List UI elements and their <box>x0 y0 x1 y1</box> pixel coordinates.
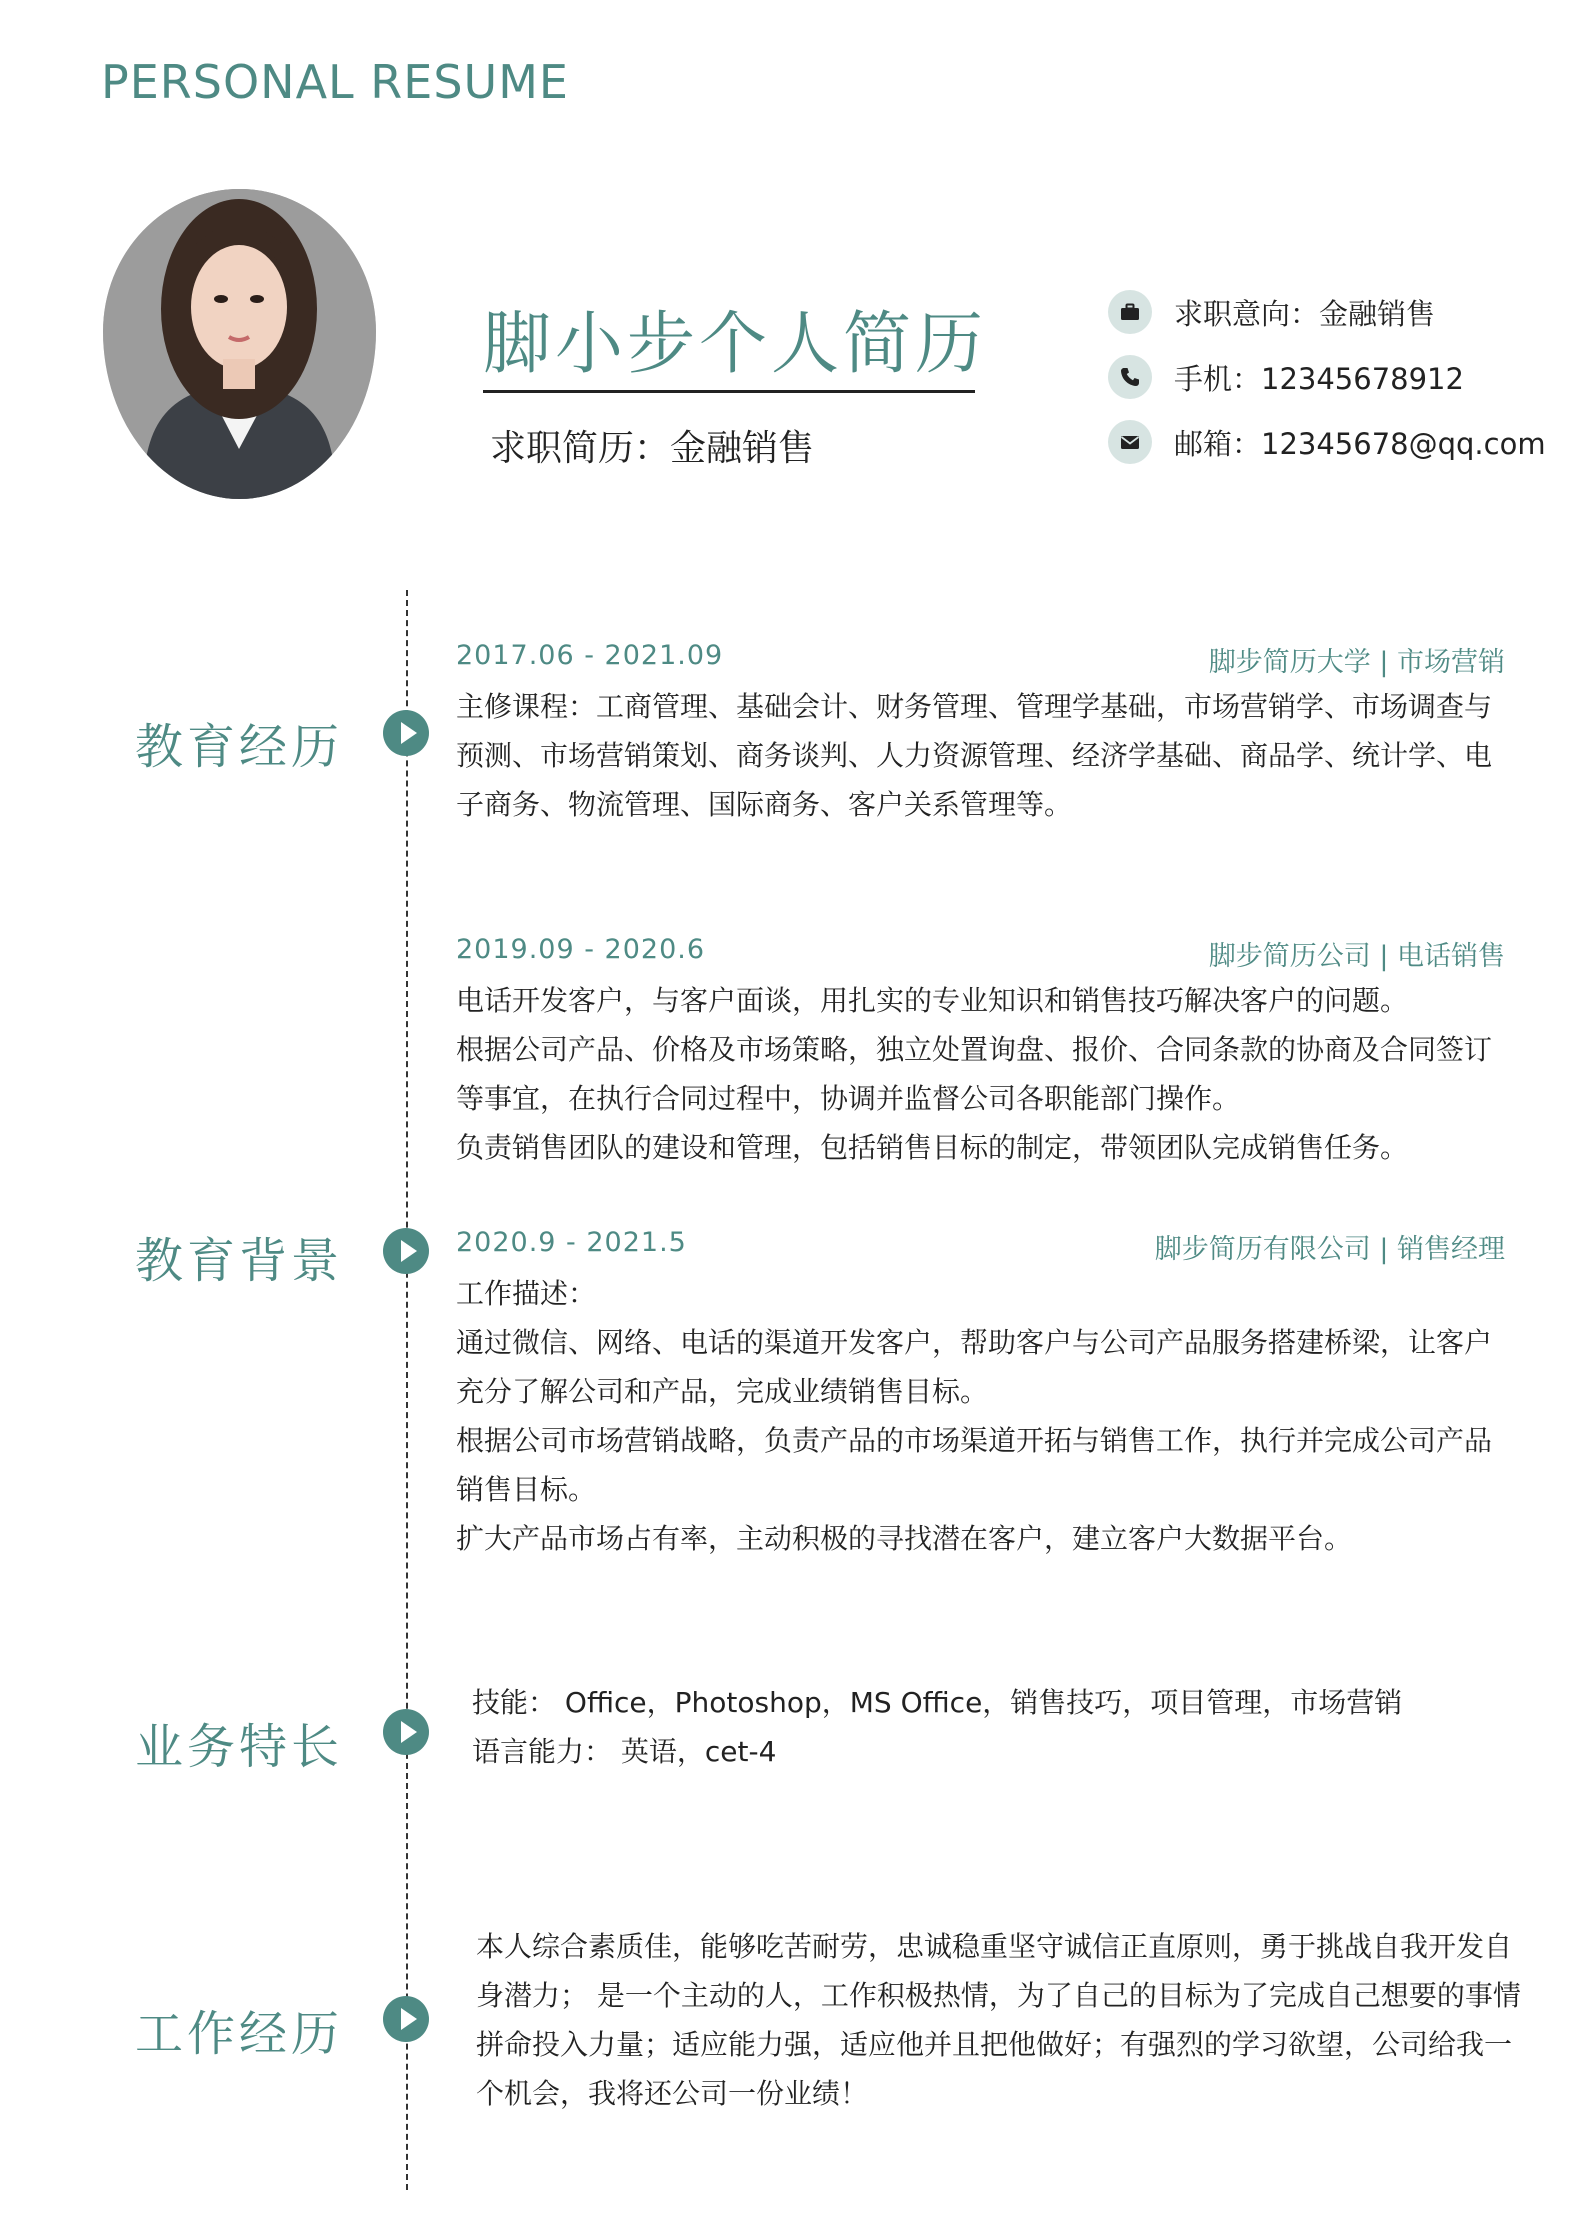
skills-list <box>472 1678 1532 1776</box>
section-title-background: 教育背景 <box>135 1233 344 1289</box>
entry-line: 扩大产品市场占有率，主动积极的寻找潜在客户，建立客户大数据平台。 <box>456 1522 1353 1555</box>
entry-description <box>456 976 1516 1172</box>
entry-line: 负责销售团队的建设和管理，包括销售目标的制定，带领团队完成销售任务。 <box>456 1131 1409 1164</box>
skill-line: 技能： Office，Photoshop，MS Office，销售技巧，项目管理，市场营销 <box>472 1686 1403 1719</box>
phone-icon <box>1108 355 1152 399</box>
contact-intention <box>1108 290 1435 334</box>
entry-description <box>456 682 1516 829</box>
entry-line: 电话开发客户，与客户面谈，用扎实的专业知识和销售技巧解决客户的问题。 <box>456 984 1409 1017</box>
entry-org: 脚步简历有限公司 | 销售经理 <box>1154 1234 1505 1265</box>
name-underline <box>483 390 975 393</box>
entry-line: 通过微信、网络、电话的渠道开发客户，帮助客户与公司产品服务搭建桥梁，让客户充分了解公司和产品，完成业绩销售目标。 <box>456 1326 1493 1408</box>
entry-date: 2020.9 - 2021.5 <box>456 1227 687 1258</box>
timeline-marker-icon <box>383 1996 429 2042</box>
job-subtitle: 求职简历：金融销售 <box>490 428 815 469</box>
briefcase-icon <box>1108 290 1152 334</box>
language-line: 语言能力： 英语，cet-4 <box>472 1735 777 1768</box>
contact-phone <box>1108 355 1464 399</box>
entry-line: 根据公司产品、价格及市场策略，独立处置询盘、报价、合同条款的协商及合同签订等事宜，在执行合同过程中，协调并监督公司各职能部门操作。 <box>456 1033 1493 1115</box>
timeline-marker-icon <box>383 1709 429 1755</box>
entry-date: 2017.06 - 2021.09 <box>456 640 724 671</box>
entry-org: 脚步简历公司 | 电话销售 <box>1208 941 1505 972</box>
entry-line: 工作描述： <box>456 1277 597 1310</box>
contact-intention-text: 求职意向：金融销售 <box>1174 296 1436 331</box>
mail-icon <box>1108 420 1152 464</box>
contact-phone-text: 手机：12345678912 <box>1174 361 1464 396</box>
timeline-marker-icon <box>383 1228 429 1274</box>
entry-date: 2019.09 - 2020.6 <box>456 934 706 965</box>
entry-line: 根据公司市场营销战略，负责产品的市场渠道开拓与销售工作，执行并完成公司产品销售目标。 <box>456 1424 1493 1506</box>
resume-label: PERSONAL RESUME <box>101 55 569 109</box>
contact-email <box>1108 420 1546 464</box>
self-evaluation: 本人综合素质佳，能够吃苦耐劳，忠诚稳重坚守诚信正直原则，勇于挑战自我开发自身潜力； 是一个主动的人，工作积极热情，为了自己的目标为了完成自己想要的事情拼命投入力量；适应能力强，适应他并且把他做好；有强烈的学习欲望，公司给我一个机会，我将还公司一份业绩！ <box>476 1930 1521 2110</box>
contact-email-text: 邮箱：12345678@qq.com <box>1174 426 1546 461</box>
section-title-education: 教育经历 <box>135 719 344 775</box>
entry-description <box>456 1269 1516 1563</box>
entry-line: 主修课程：工商管理、基础会计、财务管理、管理学基础，市场营销学、市场调查与预测、市场营销策划、商务谈判、人力资源管理、经济学基础、商品学、统计学、电子商务、物流管理、国际商务、客户关系管理等。 <box>456 690 1493 821</box>
resume-name: 脚小步个人简历 <box>483 305 988 384</box>
section-title-skills: 业务特长 <box>135 1719 344 1775</box>
profile-photo <box>103 189 376 499</box>
entry-org: 脚步简历大学 | 市场营销 <box>1208 647 1505 678</box>
timeline-line <box>406 590 408 2190</box>
timeline-marker-icon <box>383 710 429 756</box>
section-title-work: 工作经历 <box>135 2006 344 2062</box>
